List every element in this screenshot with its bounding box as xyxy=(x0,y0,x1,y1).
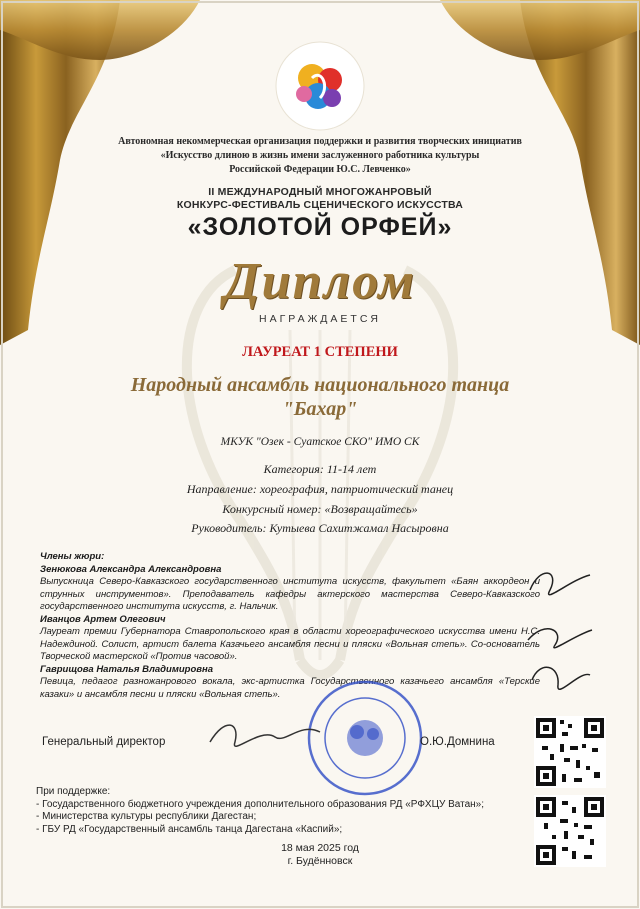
laureate-degree: ЛАУРЕАТ 1 СТЕПЕНИ xyxy=(242,344,398,360)
jury-member-name: Гаврищова Наталья Владимировна xyxy=(40,663,214,675)
jury-section xyxy=(40,551,540,701)
support-item: - ГБУ РД «Государственный ансамбль танца Дагестана «Каспий»; xyxy=(36,823,343,835)
place: г. Будённовск xyxy=(287,855,353,867)
jury-heading: Члены жюри: xyxy=(40,551,105,562)
support-section xyxy=(36,786,496,836)
festival-line-1: II МЕЖДУНАРОДНЫЙ МНОГОЖАНРОВЫЙ xyxy=(208,186,432,198)
date: 18 мая 2025 год xyxy=(281,842,359,854)
ensemble-name-2: "Бахар" xyxy=(282,398,358,420)
director-name: О.Ю.Домнина xyxy=(420,736,495,748)
support-heading: При поддержке: xyxy=(36,786,111,797)
festival-title: «ЗОЛОТОЙ ОРФЕЙ» xyxy=(187,213,453,241)
date-place xyxy=(240,842,400,868)
ensemble-name: Народный ансамбль национального танца xyxy=(130,374,510,396)
festival-logo xyxy=(272,38,368,134)
jury-member-bio: Певица, педагог разножанрового вокала, экс-артистка Государственного казачьего ансамбля «Терские казаки» и ансамбля песни и пляски «Вольная степь». xyxy=(40,676,540,700)
awarded-label: НАГРАЖДАЕТСЯ xyxy=(259,313,381,325)
category: Категория: 11-14 лет xyxy=(263,462,377,476)
jury-signatures xyxy=(520,560,600,710)
diploma-title: Диплом xyxy=(224,253,416,310)
festival-header xyxy=(120,186,520,212)
jury-member-bio: Выпускница Северо-Кавказского государственного института искусств, факультет «Баян аккордеон и струнных инструментов». Преподаватель кафедры актерского мастерства Северо-Кавказского государственного института искусств, г. Нальчик. xyxy=(40,576,540,612)
jury-member-bio: Лауреат премии Губернатора Ставропольского края в области хореографического искусства имени Н.С. Надеждиной. Солист, артист балета Казачьего ансамбля песни и пляски «Вольная степь». Со-основатель Творческой мастерской «Против часовой». xyxy=(40,626,540,662)
festival-line-2: КОНКУРС-ФЕСТИВАЛЬ СЦЕНИЧЕСКОГО ИСКУССТВА xyxy=(176,199,464,211)
qr-code xyxy=(534,716,606,788)
institution: МКУК "Озек - Суатское СКО" ИМО СК xyxy=(220,436,420,448)
support-item: - Государственного бюджетного учреждения дополнительного образования РД «РФХЦУ Ватан»; xyxy=(36,798,485,810)
support-item: - Министерства культуры республики Дагестан; xyxy=(36,811,257,822)
director-signature xyxy=(205,712,325,762)
organization-line-2: «Искусство длиною в жизнь имени заслуженного работника культуры xyxy=(160,150,480,161)
organization-name xyxy=(100,135,540,177)
qr-code xyxy=(534,795,606,867)
direction: Направление: хореография, патриотический танец xyxy=(186,482,454,496)
organization-line-1: Автономная некоммерческая организация поддержки и развития творческих инициатив xyxy=(118,136,522,147)
organization-line-3: Российской Федерации Ю.С. Левченко» xyxy=(229,164,411,175)
jury-member-name: Зенюкова Александра Александровна xyxy=(40,563,222,575)
director-label: Генеральный директор xyxy=(42,736,166,748)
jury-member-name: Иванцов Артем Олегович xyxy=(40,613,166,625)
leader: Руководитель: Кутыева Сахитжамал Насыровна xyxy=(191,521,449,535)
competition-number: Конкурсный номер: «Возвращайтесь» xyxy=(222,502,418,516)
